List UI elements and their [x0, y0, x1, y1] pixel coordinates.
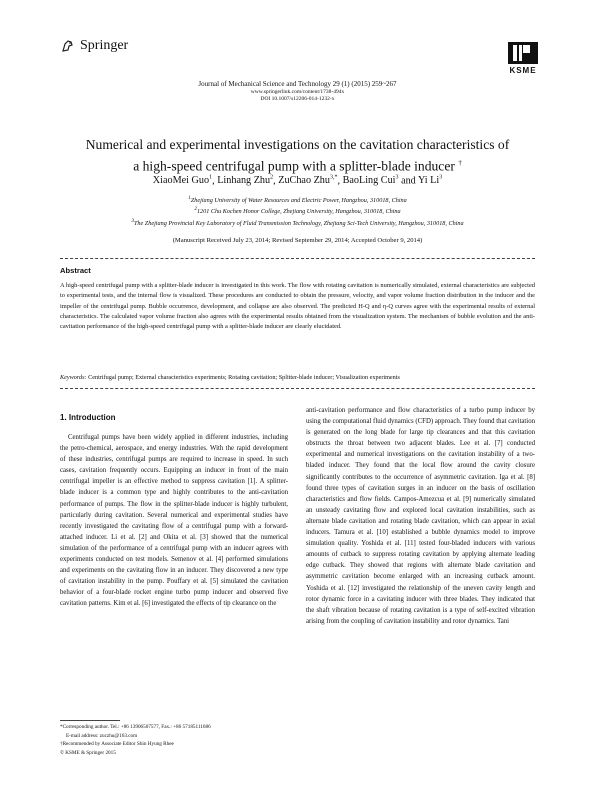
springer-logo — [60, 38, 128, 54]
keywords-label: Keywords: — [60, 374, 87, 381]
abstract-heading: Abstract — [60, 266, 91, 275]
journal-url[interactable]: www.springerlink.com/content/1738-494x — [250, 89, 345, 95]
author: Yi Li$^3$ — [417, 175, 443, 187]
section-heading: 1. Introduction — [60, 413, 116, 422]
journal-header — [0, 80, 595, 103]
divider — [60, 388, 535, 389]
title-footnote-mark: † — [458, 159, 462, 167]
author: XiaoMei Guo$^1$ — [152, 175, 213, 187]
keywords-text: Centrifugal pump; External characteristics experiments; Rotating cavitation; Splitter-blade inducer; Visualization experiments — [88, 374, 400, 381]
author: BaoLing Cui$^3$ — [342, 175, 399, 187]
ksme-emblem-icon — [508, 42, 538, 64]
keywords — [60, 373, 535, 382]
ksme-logo — [504, 42, 542, 75]
affiliation: $^3$The Zhejiang Provincial Key Laboratory of Fluid Transmission Technology, Zhejiang Sci-Tech University, Hangzhou, 310018, China — [131, 217, 464, 227]
abstract-text: A high-speed centrifugal pump with a splitter-blade inducer is investigated in this work. The flow with rotating cavitation is numerically simulated, external characteristics are subjected to experimental tests, and the internal flow is visualized. These procedures are conducted to obtain the pressure, velocity, and vapor volume fraction distribution in the inducer and the impeller of the centrifugal pump. Bubble occurrence, development, and collapse are also observed. The predicted H-Q and η-Q curves agree with the experimental results of external characteristics. The calculated vapor volume fraction also agrees with the experimental results obtained from the visualization system. The mechanism of bubble evolution and the anti-cavitation performance of the high-speed centrifugal pump with a splitter-blade inducer are clearly elucidated. — [60, 282, 535, 331]
divider — [60, 258, 535, 259]
ksme-label: KSME — [509, 66, 537, 75]
affiliation: $^2$1201 Chu Kochen Honor College, Zhejiang University, Hangzhou, 310018, China — [194, 206, 401, 216]
author-list: XiaoMei Guo$^1$, Linhang Zhu$^2$, ZuChao Zhu$^{3,*}$, BaoLing Cui$^3$ and Yi Li$^3$ — [152, 175, 443, 187]
footnote-copyright: © KSME & Springer 2015 — [60, 749, 116, 756]
affiliations — [40, 194, 555, 228]
footnote-divider — [60, 720, 120, 721]
title-line-2: a high-speed centrifugal pump with a splitter-blade inducer † — [133, 158, 462, 174]
paper-title — [40, 136, 555, 176]
footnote-email[interactable]: E-mail address: zuczhu@163.com — [66, 732, 138, 739]
body-column-left: Centrifugal pumps have been widely applied in different industries, including the petro-chemical, aerospace, and energy industries. With the rapid development of these industries, centrifugal pumps are required to increase in speed. In such cases, cavitation frequently occurs. Equipping an inducer in front of the main centrifugal impeller is an effective method to suppress cavitation [1]. A splitter-blade inducer is a common type and highly contributes to the anti-cavitation performance of pumps. The flow in the splitter-blade inducer is highly turbulent, particularly during cavitation. Several numerical and experimental studies have recently investigated the cavitating flow of a centrifugal pump with a forward-attached inducer. Li et al. [2] and Okita et al. [3] showed that the numerical simulation of the performance of a centrifugal pump with an inducer agrees with experiments conducted on test models. Semenov et al. [4] performed simulations and experiments on the cavitating flow in an inducer. They discovered a new type of cavitation instability in the pump. Pouffary et al. [5] simulated the cavitation behavior of a four-blade rocket engine turbo pump inducer and observed five cavitation patterns. Kim et al. [6] investigated the effects of tip clearance on the — [60, 434, 288, 608]
journal-doi[interactable]: DOI 10.1007/s12206-014-1232-x — [260, 96, 335, 102]
manuscript-dates: (Manuscript Received July 23, 2014; Revised September 29, 2014; Accepted October 9, 2014) — [172, 237, 423, 244]
footnotes — [60, 723, 288, 757]
footnote-corresponding: *Corresponding author. Tel.: +86 13906507577, Fax.: +86 57185111686 — [60, 724, 211, 730]
affiliation: $^1$Zhejiang University of Water Resources and Electric Power, Hangzhou, 310018, China — [188, 195, 407, 205]
springer-horse-icon — [60, 38, 76, 54]
title-line-1: Numerical and experimental investigations on the cavitation characteristics of — [85, 137, 510, 152]
body-column-right: anti-cavitation performance and flow characteristics of a turbo pump inducer by using the computational fluid dynamics (CFD) approach. They found that cavitation is generated on the long blade for large tip clearances and that this cavitation obstructs the throat between two adjacent blades. Lee et al. [7] conducted experimental and numerical investigations on the cavitation instability of a two-bladed inducer. They found that the local flow around the cavity closure significantly contributes to the occurrence of asymmetric cavitation. Iga et al. [8] found three types of cavitation surges in an inducer on the basis of oscillation characteristics and flow fields. Campos-Amezcua et al. [9] numerically simulated an unsteady cavitating flow and explored local cavitation instabilities, such as alternate blade cavitation and rotating blade cavitation, which can appear in axial inducers. Tamura et al. [10] established a bubble dynamics model to improve simulation quality. Yoshida et al. [11] tested four-bladed inducers with various amounts of cutback to suppress rotating cavitation by applying alternate leading edge cutback. They showed that regions with alternate blade cavitation and asymmetric cavitation become enlarged with an increasing cutback amount. Yoshida et al. [12] investigated the relationship of the uneven cavity length and rotor dynamic force in a cavitating inducer with three blades. They indicated that the shaft vibration because of rotating cavitation is a type of self-excited vibration arising from the coupling of cavitation instability and rotor dynamics. Tani — [306, 407, 535, 625]
author: ZuChao Zhu$^{3,*}$ — [278, 175, 338, 187]
publisher-name: Springer — [80, 38, 129, 53]
footnote-editor: †Recommended by Associate Editor Shin Hyung Rhee — [60, 741, 174, 747]
author: Linhang Zhu$^2$ — [217, 175, 274, 187]
journal-citation: Journal of Mechanical Science and Technology 29 (1) (2015) 259~267 — [198, 80, 397, 88]
